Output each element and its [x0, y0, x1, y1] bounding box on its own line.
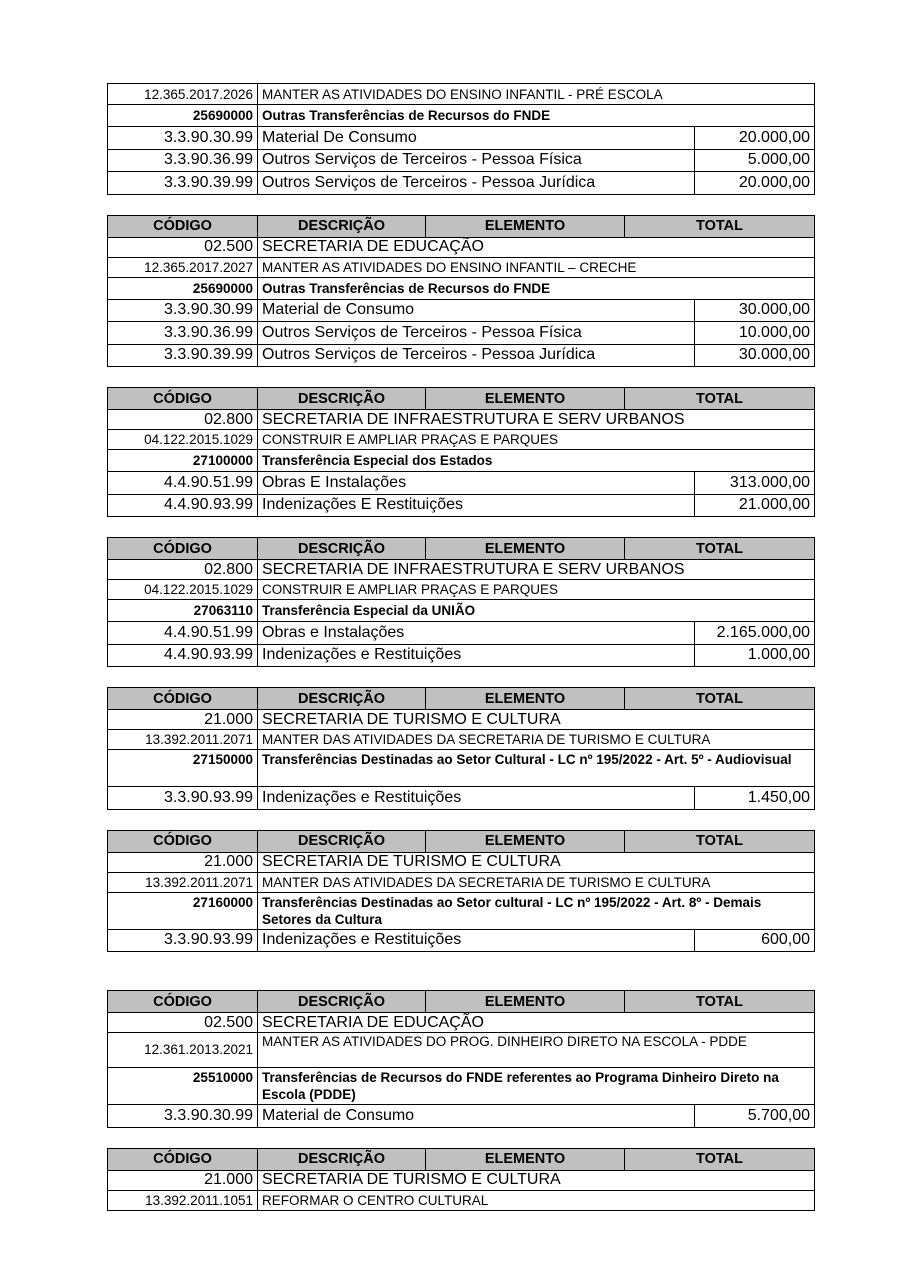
expense-total: 30.000,00	[694, 345, 814, 367]
secretaria-row	[108, 237, 814, 257]
action-row-label: REFORMAR O CENTRO CULTURAL	[262, 1192, 489, 1208]
action-row-code: 13.392.2011.2071	[108, 730, 258, 749]
expense-element-code: 4.4.90.93.99	[108, 495, 258, 517]
action-row-code: 13.392.2011.1051	[108, 1191, 258, 1210]
expense-element-label: Outros Serviços de Terceiros - Pessoa Jurídica	[262, 346, 596, 364]
action-row	[108, 579, 814, 599]
header-code: CÓDIGO	[108, 688, 258, 709]
expense-item-row	[108, 344, 814, 367]
resource-source-row-code: 25510000	[108, 1068, 258, 1104]
secretaria-row	[108, 409, 814, 429]
resource-source-row	[108, 892, 814, 929]
header-element: ELEMENTO	[426, 538, 625, 559]
expense-total: 20.000,00	[694, 127, 814, 149]
expense-total: 313.000,00	[694, 472, 814, 494]
secretaria-row	[108, 559, 814, 579]
table-spacer	[107, 367, 815, 387]
expense-total: 21.000,00	[694, 495, 814, 517]
expense-element-code: 3.3.90.93.99	[108, 930, 258, 952]
resource-source-row	[108, 449, 814, 471]
action-row-label: MANTER DAS ATIVIDADES DA SECRETARIA DE TURISMO E CULTURA	[262, 874, 711, 890]
expense-total: 1.450,00	[694, 787, 814, 809]
header-code: CÓDIGO	[108, 831, 258, 852]
expense-total: 5.000,00	[694, 150, 814, 172]
expense-total: 10.000,00	[694, 322, 814, 344]
resource-source-row-label: Transferência Especial da UNIÃO	[262, 603, 476, 618]
secretaria-row-label: SECRETARIA DE TURISMO E CULTURA	[262, 853, 561, 870]
action-row-label: MANTER AS ATIVIDADES DO ENSINO INFANTIL - PRÉ ESCOLA	[262, 86, 663, 102]
expense-item-row	[108, 171, 814, 194]
expense-element-label: Material De Consumo	[262, 128, 417, 146]
action-row	[108, 429, 814, 449]
resource-source-row	[108, 749, 814, 786]
resource-source-row-label: Transferências Destinadas ao Setor Cultural - LC nº 195/2022 - Art. 5º - Audiovisual	[262, 752, 792, 767]
secretaria-row-code: 02.800	[108, 410, 258, 429]
expense-item-row	[108, 786, 814, 809]
header-description: DESCRIÇÃO	[258, 388, 426, 409]
resource-source-row-label: Transferências Destinadas ao Setor cultural - LC nº 195/2022 - Art. 8º - Demais Setores da Cultura	[262, 894, 762, 927]
action-row-label: MANTER DAS ATIVIDADES DA SECRETARIA DE TURISMO E CULTURA	[262, 732, 711, 747]
expense-total: 2.165.000,00	[694, 622, 814, 644]
expense-item-row	[108, 149, 814, 172]
action-row-code: 04.122.2015.1029	[108, 580, 258, 599]
table-spacer	[107, 952, 815, 990]
header-total: TOTAL	[696, 1151, 743, 1167]
secretaria-row-code: 21.000	[108, 710, 258, 729]
action-row-label: CONSTRUIR E AMPLIAR PRAÇAS E PARQUES	[262, 432, 559, 447]
secretaria-row-code: 21.000	[108, 1171, 258, 1190]
budget-table	[107, 215, 815, 368]
header-element: ELEMENTO	[426, 991, 625, 1012]
action-row	[108, 729, 814, 749]
expense-element-label: Outros Serviços de Terceiros - Pessoa Física	[262, 323, 582, 341]
budget-table	[107, 1148, 815, 1211]
expense-total: 30.000,00	[694, 300, 814, 322]
resource-source-row-code: 27160000	[108, 893, 258, 929]
expense-total: 20.000,00	[694, 172, 814, 194]
expense-element-label: Indenizações e Restituições	[262, 646, 462, 664]
expense-element-label: Outros Serviços de Terceiros - Pessoa Física	[262, 151, 582, 169]
action-row-code: 12.365.2017.2026	[108, 84, 258, 104]
resource-source-row-code: 27150000	[108, 750, 258, 786]
expense-element-label: Material de Consumo	[262, 301, 415, 319]
expense-element-code: 3.3.90.36.99	[108, 322, 258, 344]
secretaria-row	[108, 852, 814, 872]
resource-source-row-label: Outras Transferências de Recursos do FNDE	[262, 108, 551, 123]
budget-table	[107, 387, 815, 517]
secretaria-row-code: 02.800	[108, 560, 258, 579]
expense-element-label: Outros Serviços de Terceiros - Pessoa Jurídica	[262, 173, 596, 191]
resource-source-row-label: Transferências de Recursos do FNDE referentes ao Programa Dinheiro Direto na Escola (PDDE)	[262, 1070, 779, 1102]
expense-element-label: Indenizações e Restituições	[262, 788, 462, 806]
header-description: DESCRIÇÃO	[258, 991, 426, 1012]
expense-element-code: 3.3.90.30.99	[108, 1105, 258, 1127]
expense-element-code: 3.3.90.93.99	[108, 787, 258, 809]
action-row	[108, 257, 814, 277]
header-description: DESCRIÇÃO	[258, 538, 426, 559]
action-row-label: CONSTRUIR E AMPLIAR PRAÇAS E PARQUES	[262, 582, 559, 597]
resource-source-row	[108, 277, 814, 299]
expense-item-row	[108, 494, 814, 517]
expense-element-code: 3.3.90.39.99	[108, 172, 258, 194]
resource-source-row-code: 27100000	[108, 450, 258, 471]
budget-table	[107, 990, 815, 1128]
header-total: TOTAL	[696, 993, 743, 1010]
table-spacer	[107, 1128, 815, 1148]
expense-item-row	[108, 621, 814, 644]
header-element: ELEMENTO	[426, 831, 625, 852]
header-total: TOTAL	[696, 833, 743, 849]
header-code: CÓDIGO	[108, 991, 258, 1012]
table-header-row	[108, 1149, 814, 1170]
table-header-row	[108, 538, 814, 559]
resource-source-row-code: 25690000	[108, 105, 258, 126]
secretaria-row-label: SECRETARIA DE TURISMO E CULTURA	[262, 710, 561, 728]
expense-total: 5.700,00	[694, 1105, 814, 1127]
action-row-label: MANTER AS ATIVIDADES DO ENSINO INFANTIL – CRECHE	[262, 259, 637, 275]
action-row	[108, 84, 814, 104]
action-row-label: MANTER AS ATIVIDADES DO PROG. DINHEIRO DIRETO NA ESCOLA - PDDE	[262, 1034, 747, 1049]
resource-source-row	[108, 599, 814, 621]
table-header-row	[108, 991, 814, 1012]
header-element: ELEMENTO	[426, 216, 625, 237]
table-spacer	[107, 667, 815, 687]
header-description: DESCRIÇÃO	[258, 216, 426, 237]
budget-table	[107, 537, 815, 667]
table-spacer	[107, 517, 815, 537]
table-header-row	[108, 831, 814, 852]
secretaria-row-label: SECRETARIA DE INFRAESTRUTURA E SERV URBANOS	[262, 410, 685, 428]
action-row	[108, 1190, 814, 1210]
header-description: DESCRIÇÃO	[258, 688, 426, 709]
header-element: ELEMENTO	[426, 688, 625, 709]
header-code: CÓDIGO	[108, 388, 258, 409]
secretaria-row-label: SECRETARIA DE INFRAESTRUTURA E SERV URBANOS	[262, 560, 685, 578]
resource-source-row-code: 25690000	[108, 278, 258, 299]
expense-element-code: 3.3.90.30.99	[108, 300, 258, 322]
secretaria-row	[108, 709, 814, 729]
expense-element-label: Material de Consumo	[262, 1106, 415, 1124]
resource-source-row	[108, 1067, 814, 1104]
expense-element-label: Obras e Instalações	[262, 623, 405, 641]
header-code: CÓDIGO	[108, 538, 258, 559]
expense-element-label: Obras E Instalações	[262, 473, 407, 491]
table-header-row	[108, 216, 814, 237]
table-spacer	[107, 195, 815, 215]
action-row	[108, 1032, 814, 1067]
secretaria-row-code: 02.500	[108, 1013, 258, 1032]
resource-source-row-label: Transferência Especial dos Estados	[262, 453, 493, 468]
action-row-code: 04.122.2015.1029	[108, 430, 258, 449]
expense-element-code: 4.4.90.93.99	[108, 645, 258, 667]
secretaria-row-code: 21.000	[108, 853, 258, 872]
expense-element-code: 3.3.90.30.99	[108, 127, 258, 149]
budget-table	[107, 830, 815, 953]
resource-source-row-code: 27063110	[108, 600, 258, 621]
expense-total: 600,00	[694, 930, 814, 952]
header-description: DESCRIÇÃO	[258, 831, 426, 852]
expense-item-row	[108, 644, 814, 667]
secretaria-row-label: SECRETARIA DE EDUCAÇÃO	[262, 1013, 484, 1031]
resource-source-row	[108, 104, 814, 126]
action-row-code: 12.361.2013.2021	[108, 1033, 258, 1067]
header-total: TOTAL	[696, 390, 743, 407]
table-header-row	[108, 388, 814, 409]
secretaria-row-label: SECRETARIA DE TURISMO E CULTURA	[262, 1171, 561, 1188]
expense-item-row	[108, 471, 814, 494]
expense-item-row	[108, 126, 814, 149]
secretaria-row-label: SECRETARIA DE EDUCAÇÃO	[262, 238, 484, 255]
action-row-code: 12.365.2017.2027	[108, 258, 258, 277]
table-spacer	[107, 810, 815, 830]
header-total: TOTAL	[696, 690, 743, 707]
expense-element-code: 3.3.90.39.99	[108, 345, 258, 367]
header-total: TOTAL	[696, 218, 743, 234]
header-description: DESCRIÇÃO	[258, 1149, 426, 1170]
header-element: ELEMENTO	[426, 388, 625, 409]
header-code: CÓDIGO	[108, 1149, 258, 1170]
expense-element-code: 4.4.90.51.99	[108, 622, 258, 644]
budget-table	[107, 83, 815, 195]
expense-item-row	[108, 929, 814, 952]
budget-table	[107, 687, 815, 810]
expense-item-row	[108, 299, 814, 322]
budget-document	[107, 83, 815, 1211]
header-total: TOTAL	[696, 540, 743, 557]
table-header-row	[108, 688, 814, 709]
expense-element-code: 4.4.90.51.99	[108, 472, 258, 494]
action-row	[108, 872, 814, 892]
secretaria-row	[108, 1012, 814, 1032]
expense-element-label: Indenizações E Restituições	[262, 496, 463, 514]
header-element: ELEMENTO	[426, 1149, 625, 1170]
resource-source-row-label: Outras Transferências de Recursos do FNDE	[262, 280, 551, 296]
expense-element-code: 3.3.90.36.99	[108, 150, 258, 172]
expense-item-row	[108, 321, 814, 344]
secretaria-row	[108, 1170, 814, 1190]
secretaria-row-code: 02.500	[108, 238, 258, 257]
expense-item-row	[108, 1104, 814, 1127]
expense-total: 1.000,00	[694, 645, 814, 667]
header-code: CÓDIGO	[108, 216, 258, 237]
action-row-code: 13.392.2011.2071	[108, 873, 258, 892]
expense-element-label: Indenizações e Restituições	[262, 931, 462, 949]
